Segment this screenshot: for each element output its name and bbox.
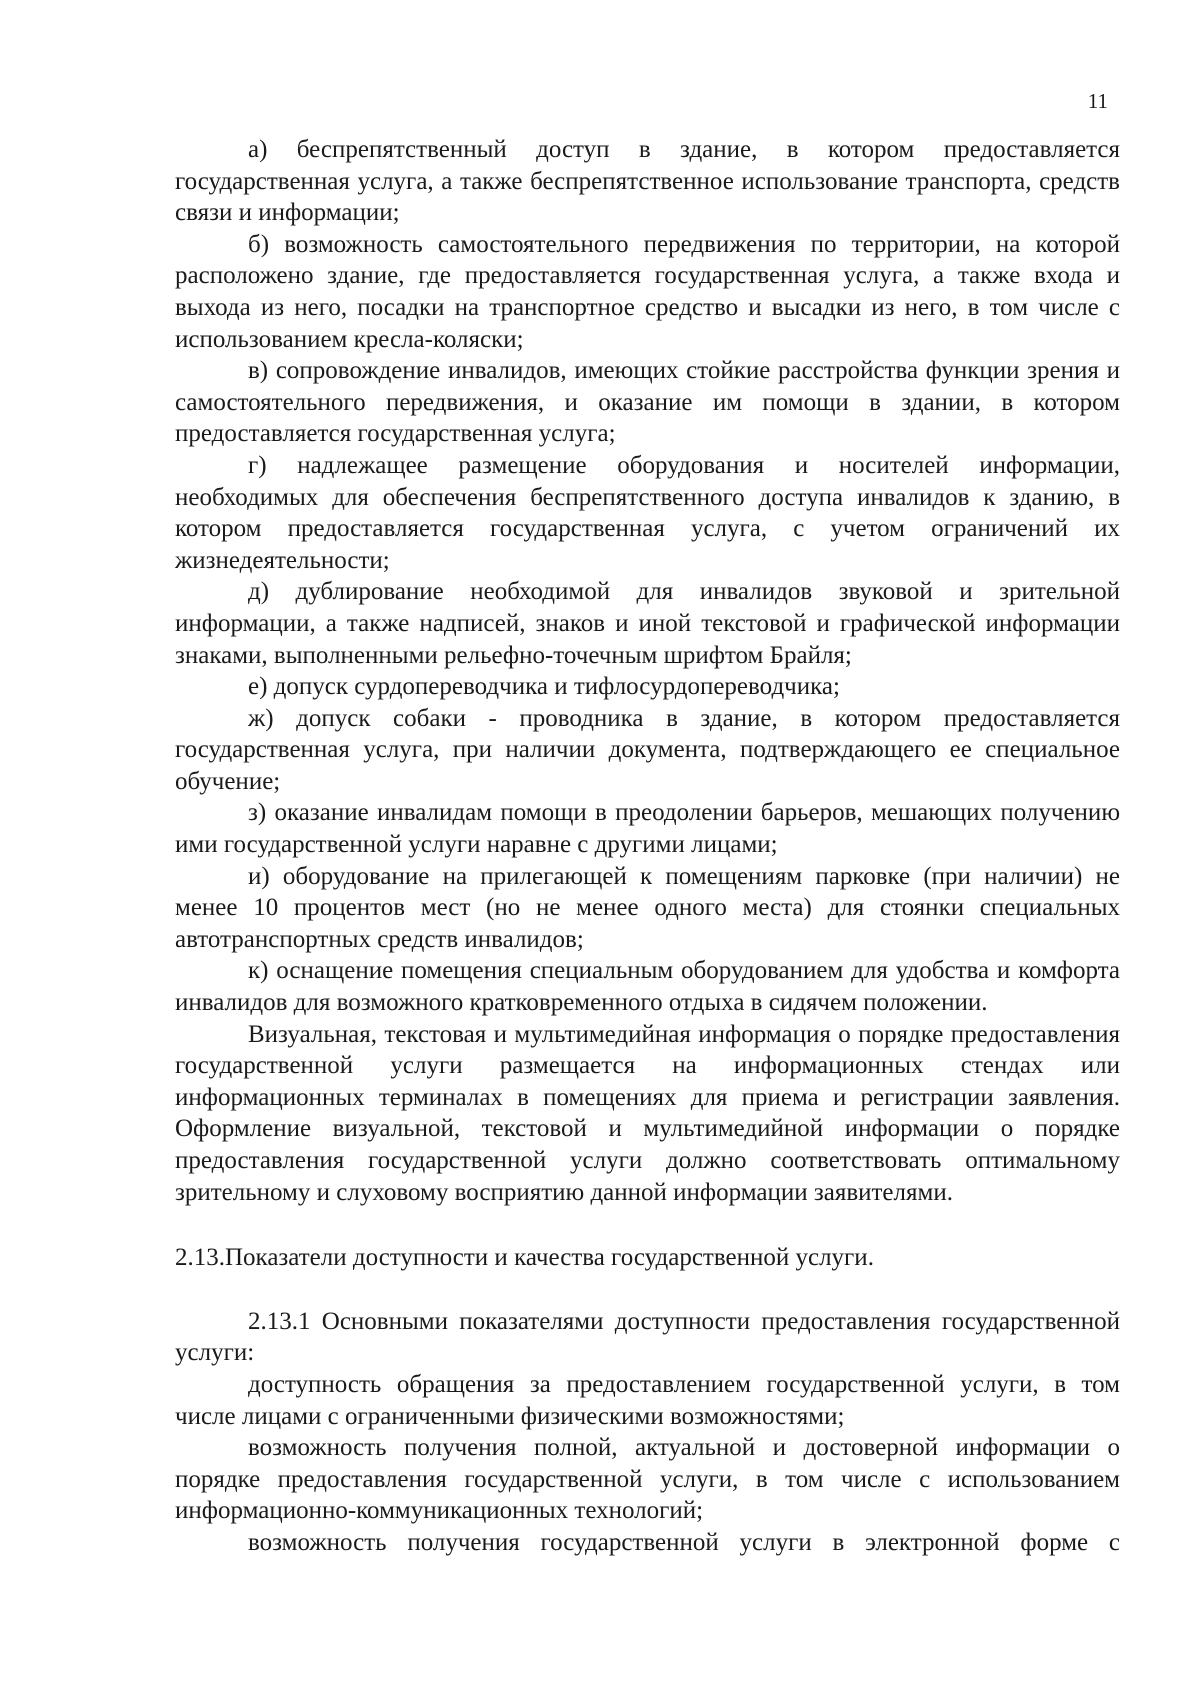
section-heading: 2.13.Показатели доступности и качества государственной услуги. xyxy=(175,1244,874,1272)
document-body xyxy=(175,134,1120,1559)
paragraph-item-d: д) дублирование необходимой для инвалидов звуковой и зрительной информации, а также надписей, знаков и иной текстовой и графической информации знаками, выполненными рельефно-точечным шрифтом Брайля; xyxy=(175,578,1120,669)
paragraph-access-appeal: доступность обращения за предоставлением государственной услуги, в том числе лицами с ограниченными физическими возможностями; xyxy=(175,1370,1120,1430)
paragraph-item-z: з) оказание инвалидам помощи в преодолении барьеров, мешающих получению ими государственной услуги наравне с другими лицами; xyxy=(175,799,1120,859)
paragraph-info-possibility: возможность получения полной, актуальной и достоверной информации о порядке предоставления государственной услуги, в том числе с использованием информационно-коммуникационных технологий; xyxy=(175,1434,1120,1525)
paragraph-2-13-1: 2.13.1 Основными показателями доступности предоставления государственной услуги: xyxy=(175,1307,1120,1367)
paragraph-item-k: к) оснащение помещения специальным оборудованием для удобства и комфорта инвалидов для возможного кратковременного отдыха в сидячем положении. xyxy=(175,957,1120,1017)
paragraph-item-e: е) допуск сурдопереводчика и тифлосурдопереводчика; xyxy=(248,673,840,701)
paragraph-item-b: б) возможность самостоятельного передвижения по территории, на которой расположено здание, где предоставляется государственная услуга, а также входа и выхода из него, посадки на транспортное средство и высадки из него, в том числе с использованием кресла-коляски; xyxy=(175,230,1120,353)
paragraph-item-a: а) беспрепятственный доступ в здание, в котором предоставляется государственная услуга, а также беспрепятственное использование транспорта, средств связи и информации; xyxy=(175,136,1120,227)
paragraph-visual-info: Визуальная, текстовая и мультимедийная информация о порядке предоставления государственной услуги размещается на информационных стендах или информационных терминалах в помещениях для приема и регистрации заявления. Оформление визуальной, текстовой и мультимедийной информации о порядке предоставления государственной услуги должно соответствовать оптимальному зрительному и слуховому восприятию данной информации заявителями. xyxy=(175,1020,1120,1206)
page-number: 11 xyxy=(1087,89,1108,113)
paragraph-item-v: в) сопровождение инвалидов, имеющих стойкие расстройства функции зрения и самостоятельного передвижения, и оказание им помощи в здании, в котором предоставляется государственная услуга; xyxy=(175,357,1120,448)
paragraph-item-zh: ж) допуск собаки - проводника в здание, в котором предоставляется государственная услуга, при наличии документа, подтверждающего ее специальное обучение; xyxy=(175,704,1120,795)
paragraph-item-g: г) надлежащее размещение оборудования и носителей информации, необходимых для обеспечения беспрепятственного доступа инвалидов к зданию, в котором предоставляется государственная услуга, с учетом ограничений их жизнедеятельности; xyxy=(175,451,1120,574)
paragraph-item-i: и) оборудование на прилегающей к помещениям парковке (при наличии) не менее 10 процентов мест (но не менее одного места) для стоянки специальных автотранспортных средств инвалидов; xyxy=(175,862,1120,953)
paragraph-electronic-form: возможность получения государственной услуги в электронной форме с xyxy=(248,1528,1120,1556)
